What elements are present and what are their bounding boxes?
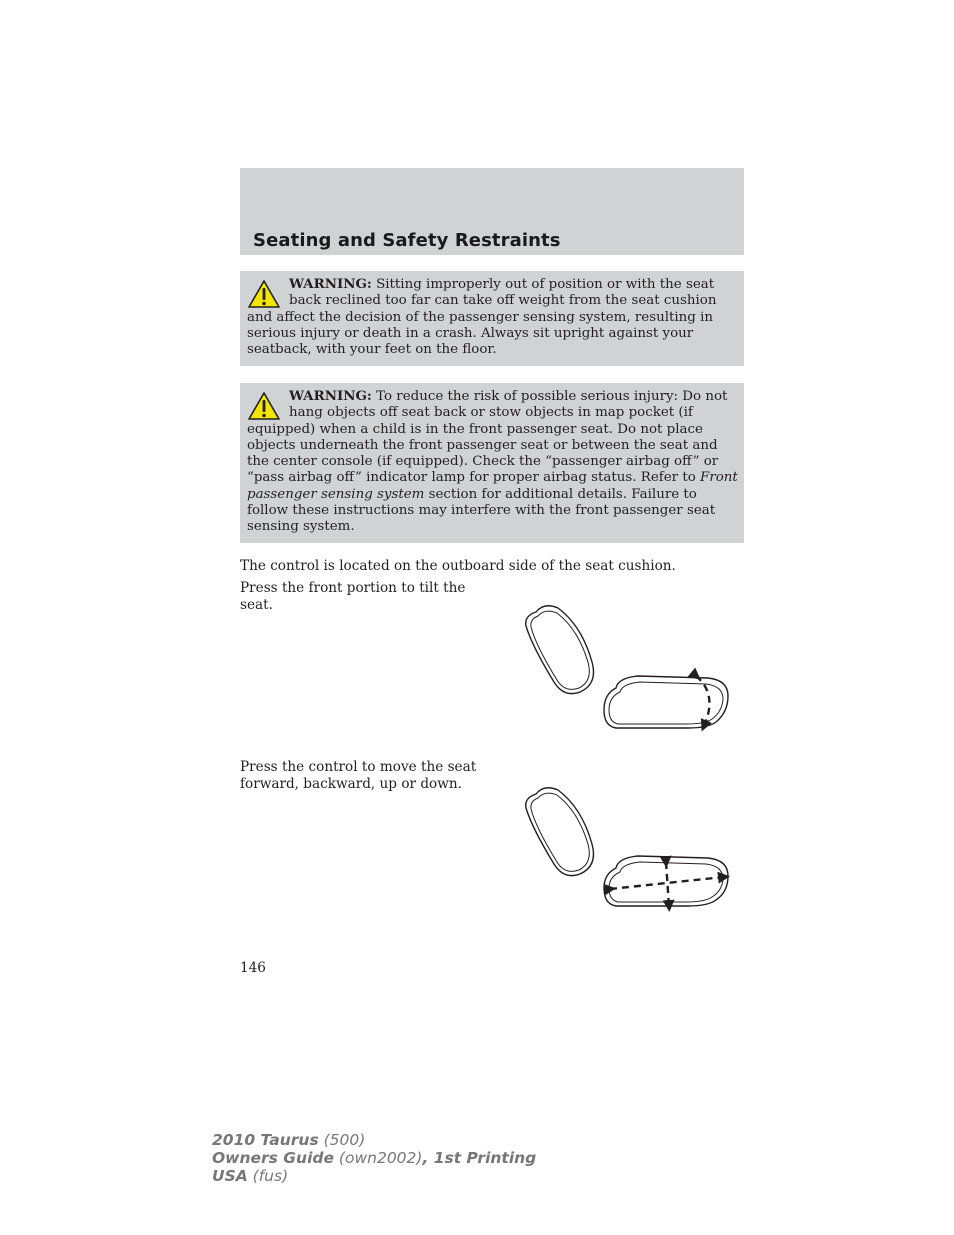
warning-text: To reduce the risk of possible serious injury: Do not hang objects off seat back or stow objects in map pocket (if equipped) when a child is in the front passenger seat. Do not place objects underneath the front passenger seat or between the seat and the center console (if equipped). Check the “passenger airbag off” or “pass airbag off” indicator lamp for proper airbag status. Refer to xyxy=(247,389,728,486)
footer-line-2: Owners Guide (own2002), 1st Printing xyxy=(212,1149,537,1167)
intro-paragraph: The control is located on the outboard side of the seat cushion. xyxy=(240,558,676,574)
warning-box-2 xyxy=(240,383,744,543)
warning-text-end: section for additional details. Failure to follow these instructions may interfere with the front passenger seat sensing system. xyxy=(247,486,716,535)
warning-label: WARNING: xyxy=(289,276,372,292)
warning-triangle-icon xyxy=(247,279,281,309)
move-instruction: Press the control to move the seat forward, backward, up or down. xyxy=(240,759,477,792)
warning-box-1 xyxy=(240,271,744,366)
section-header-band xyxy=(240,168,744,255)
cross-reference: Front passenger sensing system xyxy=(247,470,738,502)
warning-label: WARNING: xyxy=(289,388,372,404)
tilt-instruction: Press the front portion to tilt the seat. xyxy=(240,580,466,613)
section-title: Seating and Safety Restraints xyxy=(253,230,561,251)
seat-move-control-icon xyxy=(518,782,734,912)
warning-text: Sitting improperly out of position or with the seat back reclined too far can take off weight from the seat cushion and affect the decision of the passenger sensing system, resulting in serious injury or death in a crash. Always sit upright against your seatback, with your feet on the floor. xyxy=(247,277,717,358)
footer-line-3: USA (fus) xyxy=(212,1167,289,1185)
footer-line-1: 2010 Taurus (500) xyxy=(212,1131,366,1149)
warning-triangle-icon xyxy=(247,391,281,421)
page-number: 146 xyxy=(240,960,266,976)
seat-tilt-control-icon xyxy=(518,600,734,740)
document-footer xyxy=(212,1131,536,1185)
